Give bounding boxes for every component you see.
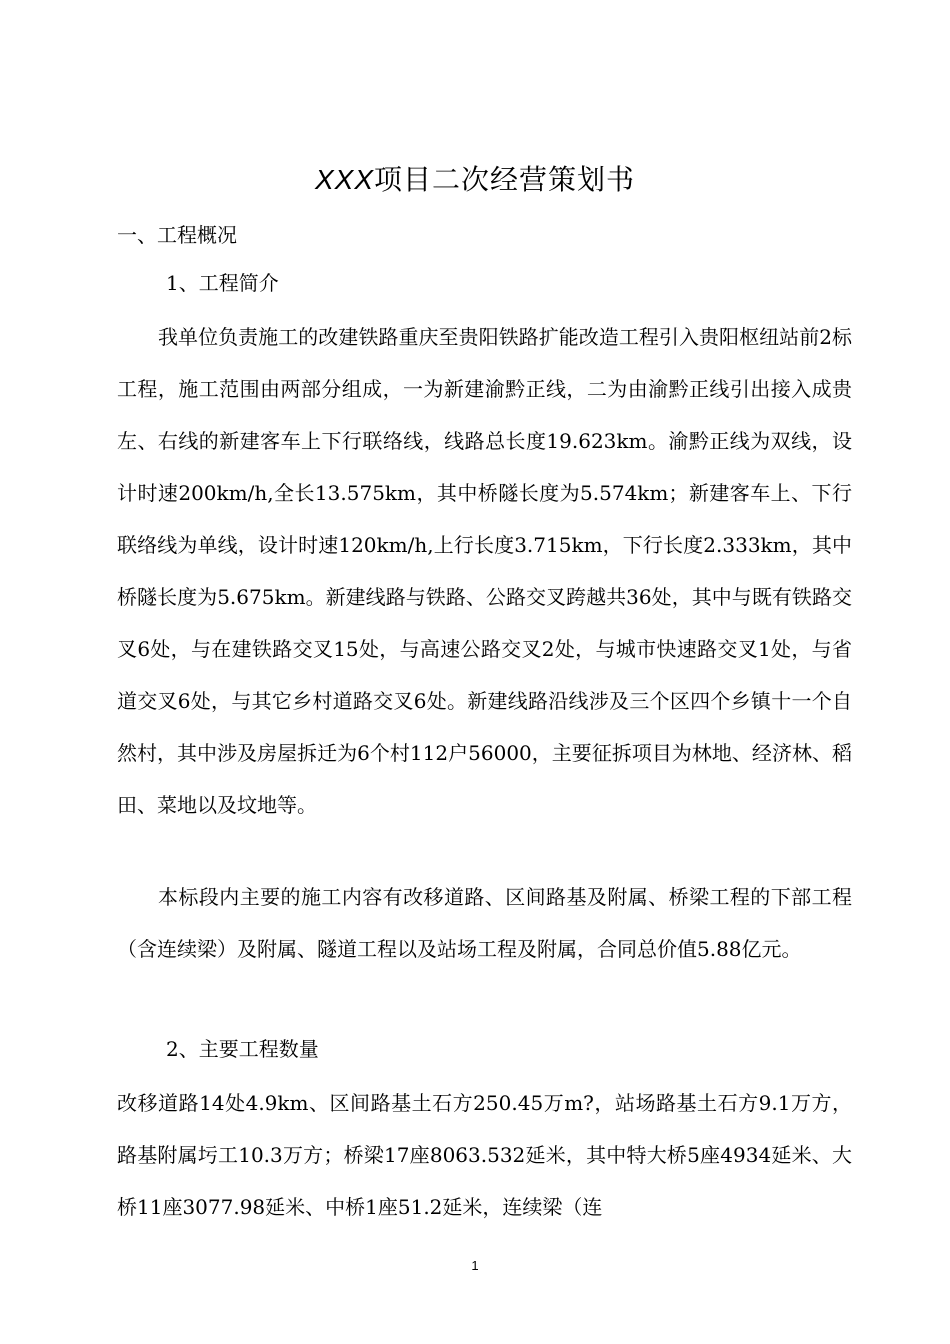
subsection-heading-quantities: 2、主要工程数量 — [166, 1037, 319, 1061]
page-title — [0, 158, 950, 202]
section-heading-overview: 一、工程概况 — [117, 223, 237, 247]
title-prefix: XXX — [314, 164, 374, 195]
title-main: 项目二次经营策划书 — [374, 163, 636, 196]
paragraph-construction-scope: 本标段内主要的施工内容有改移道路、区间路基及附属、桥梁工程的下部工程（含连续梁）及附属、隧道工程以及站场工程及附属，合同总价值5.88亿元。 — [117, 885, 852, 961]
paragraph-main-quantities: 改移道路14处4.9km、区间路基土石方250.45万m?，站场路基土石方9.1万方，路基附属圬工10.3万方；桥梁17座8063.532延米，其中特大桥5座4934延米、大桥11座3077.98延米、中桥1座51.2延米，连续梁（连 — [117, 1091, 852, 1219]
paragraph-project-introduction: 我单位负责施工的改建铁路重庆至贵阳铁路扩能改造工程引入贵阳枢纽站前2标工程，施工范围由两部分组成，一为新建渝黔正线，二为由渝黔正线引出接入成贵左、右线的新建客车上下行联络线，线路总长度19.623km。渝黔正线为双线，设计时速200km/h,全长13.575km，其中桥隧长度为5.574km；新建客车上、下行联络线为单线，设计时速120km/h,上行长度3.715km，下行长度2.333km，其中桥隧长度为5.675km。新建线路与铁路、公路交叉跨越共36处，其中与既有铁路交叉6处，与在建铁路交叉15处，与高速公路交叉2处，与城市快速路交叉1处，与省道交叉6处，与其它乡村道路交叉6处。新建线路沿线涉及三个区四个乡镇十一个自然村，其中涉及房屋拆迁为6个村112户56000，主要征拆项目为林地、经济林、稻田、菜地以及坟地等。 — [117, 325, 852, 817]
page-number: 1 — [471, 1258, 479, 1273]
subsection-heading-introduction: 1、工程简介 — [166, 271, 279, 295]
